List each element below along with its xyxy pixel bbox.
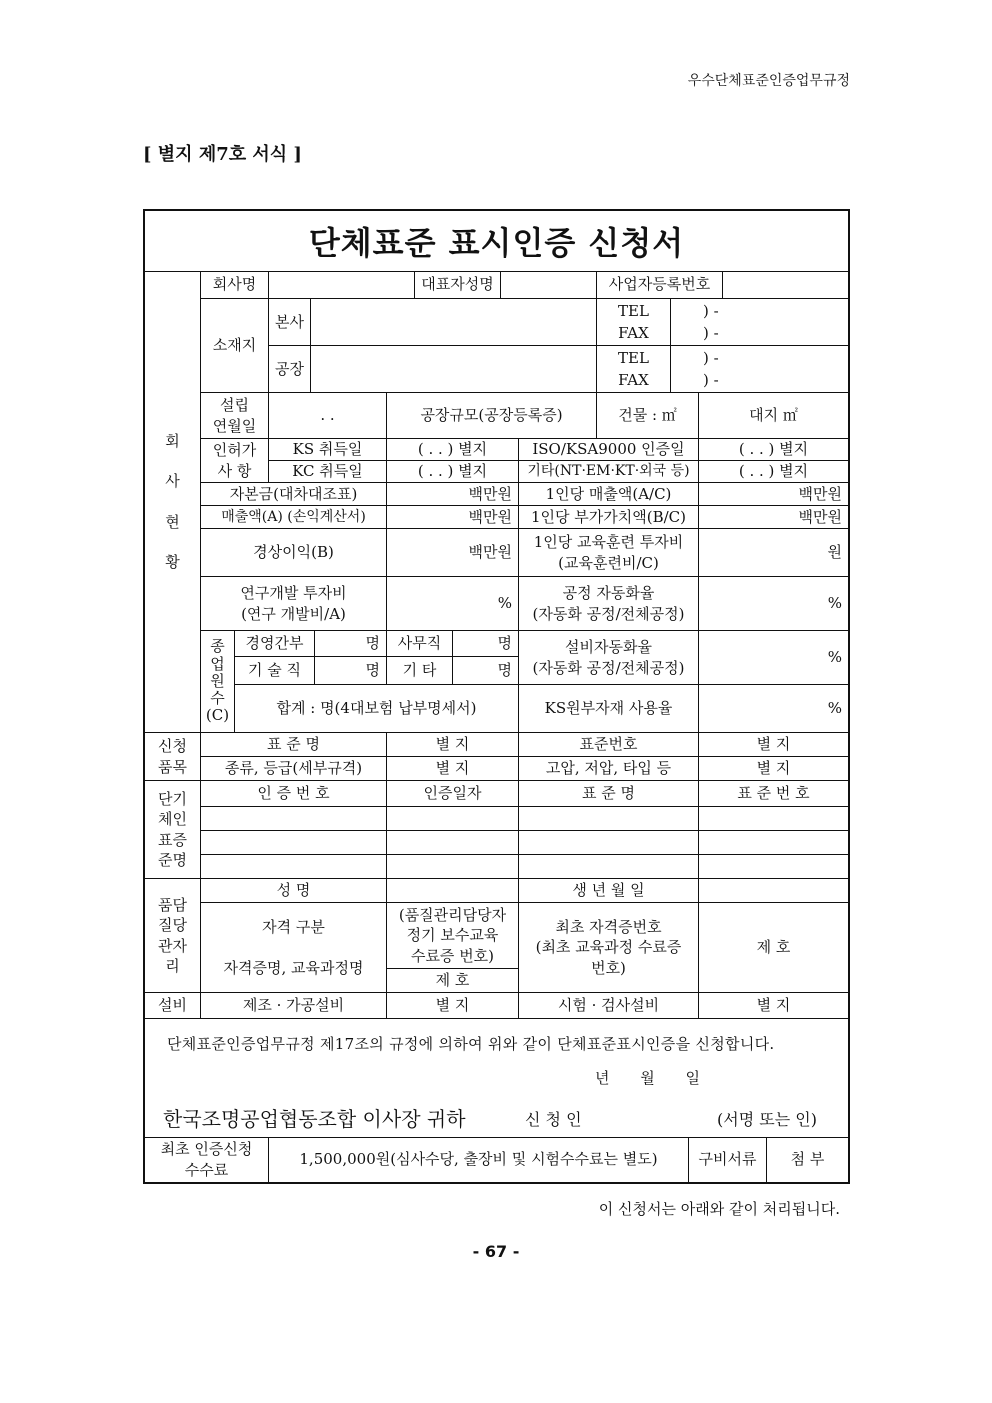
name-label: 성 명	[201, 879, 387, 903]
head-office-phone[interactable]	[671, 299, 848, 346]
business-reg-label: 사업자등록번호	[597, 271, 723, 299]
fax-label: FAX	[618, 324, 649, 342]
founded-date-field[interactable]: . .	[269, 393, 387, 439]
group-std-cell[interactable]	[201, 855, 387, 879]
other-cert-label: 기타(NT·EM·KT·외국 등)	[519, 461, 699, 483]
factory-address[interactable]	[311, 346, 597, 393]
recipient: 한국조명공업협동조합 이사장 귀하	[163, 1107, 466, 1131]
equipment-automation-label: 설비자동화율 (자동화 공정/전체공정)	[519, 631, 699, 685]
standard-no-label: 표준번호	[519, 733, 699, 757]
business-reg-field[interactable]	[723, 271, 848, 299]
group-std-cell[interactable]	[519, 831, 699, 855]
documents-label: 구비서류	[689, 1137, 767, 1182]
manufacturing-field[interactable]: 별 지	[387, 993, 519, 1019]
standard-name-field[interactable]: 별 지	[387, 733, 519, 757]
testing-label: 시험 · 검사설비	[519, 993, 699, 1019]
factory-scale-label: 공장규모(공장등록증)	[387, 393, 597, 439]
voltage-type-field[interactable]: 별 지	[699, 757, 848, 781]
group-std-cell[interactable]	[699, 855, 848, 879]
company-name-field[interactable]	[269, 271, 415, 299]
manufacturing-label: 제조 · 가공설비	[201, 993, 387, 1019]
declaration-text: 단체표준인증업무규정 제17조의 규정에 의하여 위와 같이 단체표준표시인증을 신청합니다.	[167, 1035, 775, 1053]
process-automation-field[interactable]: %	[699, 577, 848, 631]
application-date[interactable]: 년 월 일	[595, 1069, 701, 1087]
other-staff-label: 기 타	[387, 657, 453, 685]
applicant-label: 신 청 인	[525, 1110, 582, 1129]
management-label: 경영간부	[235, 631, 315, 657]
standard-name-label: 표 준 명	[201, 733, 387, 757]
processing-note: 이 신청서는 아래와 같이 처리됩니다.	[598, 1200, 840, 1218]
facility-label: 설비	[145, 993, 201, 1019]
head-office-telfax-label	[597, 299, 671, 346]
iso-date-field[interactable]: ( . . ) 별지	[699, 439, 848, 461]
sales-per-person-label: 1인당 매출액(A/C)	[519, 483, 699, 506]
page-number: - 67 -	[472, 1242, 520, 1261]
group-std-cell[interactable]	[201, 807, 387, 831]
representative-label: 대표자성명	[415, 271, 501, 299]
group-std-cell[interactable]	[201, 831, 387, 855]
rnd-field[interactable]: %	[387, 577, 519, 631]
founded-label: 설립 연월일	[201, 393, 269, 439]
qm-training-label: (품질관리담당자 정기 보수교육 수료증 번호)	[387, 903, 519, 969]
ks-material-field[interactable]: %	[699, 685, 848, 733]
capital-field[interactable]: 백만원	[387, 483, 519, 506]
employees-label: 종 업 원 수 (C)	[201, 631, 235, 733]
section-company-status: 회 사 현 황	[145, 271, 201, 733]
sales-field[interactable]: 백만원	[387, 506, 519, 529]
cert-date-header: 인증일자	[387, 781, 519, 807]
first-cert-no-label: 최초 자격증번호 (최초 교육과정 수료증 번호)	[519, 903, 699, 993]
technical-label: 기 술 직	[235, 657, 315, 685]
cert-no-header: 인 증 번 호	[201, 781, 387, 807]
application-form	[143, 209, 850, 1184]
fax-number: ) -	[703, 324, 719, 342]
capital-label: 자본금(대차대조표)	[201, 483, 387, 506]
testing-field[interactable]: 별 지	[699, 993, 848, 1019]
value-added-field[interactable]: 백만원	[699, 506, 848, 529]
grade-field[interactable]: 별 지	[387, 757, 519, 781]
form-number-label: [ 별지 제7호 서식 ]	[143, 144, 302, 165]
ks-date-field[interactable]: ( . . ) 별지	[387, 439, 519, 461]
value-added-label: 1인당 부가가치액(B/C)	[519, 506, 699, 529]
fax-label: FAX	[618, 371, 649, 389]
training-per-person-label: 1인당 교육훈련 투자비 (교육훈련비/C)	[519, 529, 699, 577]
birth-label: 생 년 월 일	[519, 879, 699, 903]
representative-field[interactable]	[501, 271, 597, 299]
kc-date-label: KC 취득일	[269, 461, 387, 483]
tel-number: ) -	[703, 349, 719, 367]
head-office-label: 본사	[269, 299, 311, 346]
tel-label: TEL	[618, 349, 649, 367]
declaration-block	[145, 1019, 848, 1138]
equipment-automation-field[interactable]: %	[699, 631, 848, 685]
tel-number: ) -	[703, 302, 719, 320]
qualification-label: 자격 구분 자격증명, 교육과정명	[201, 903, 387, 993]
office-count[interactable]: 명	[453, 631, 519, 657]
fee-label: 최초 인증신청 수수료	[145, 1137, 269, 1182]
voltage-type-label: 고압, 저압, 타입 등	[519, 757, 699, 781]
name-field[interactable]	[387, 879, 519, 903]
location-label: 소재지	[201, 299, 269, 393]
ks-material-label: KS원부자재 사용율	[519, 685, 699, 733]
head-office-address[interactable]	[311, 299, 597, 346]
land-area-field[interactable]: 대지 ㎡	[699, 393, 848, 439]
fax-number: ) -	[703, 371, 719, 389]
training-per-person-field[interactable]: 원	[699, 529, 848, 577]
std-no-header: 표 준 번 호	[699, 781, 848, 807]
ks-date-label: KS 취득일	[269, 439, 387, 461]
regulation-header: 우수단체표준인증업무규정	[687, 73, 850, 89]
group-std-cell[interactable]	[387, 831, 519, 855]
factory-label: 공장	[269, 346, 311, 393]
first-cert-no-field[interactable]: 제 호	[699, 903, 848, 993]
company-name-label: 회사명	[201, 271, 269, 299]
employee-total[interactable]: 합계 : 명(4대보험 납부명세서)	[235, 685, 519, 733]
rnd-label: 연구개발 투자비 (연구 개발비/A)	[201, 577, 387, 631]
operating-profit-field[interactable]: 백만원	[387, 529, 519, 577]
technical-count[interactable]: 명	[315, 657, 387, 685]
building-area-field[interactable]: 건물 : ㎡	[597, 393, 699, 439]
qm-training-number[interactable]: 제 호	[387, 969, 519, 993]
std-name-header: 표 준 명	[519, 781, 699, 807]
other-cert-field[interactable]: ( . . ) 별지	[699, 461, 848, 483]
factory-phone[interactable]	[671, 346, 848, 393]
fee-value: 1,500,000원(심사수당, 출장비 및 시험수수료는 별도)	[269, 1137, 689, 1182]
operating-profit-label: 경상이익(B)	[201, 529, 387, 577]
standard-no-field[interactable]: 별 지	[699, 733, 848, 757]
group-standard-label: 단기 체인 표증 준명	[145, 781, 201, 879]
apply-item-label: 신청 품목	[145, 733, 201, 781]
group-std-cell[interactable]	[519, 807, 699, 831]
sales-per-person-field[interactable]: 백만원	[699, 483, 848, 506]
attachment-field[interactable]: 첨 부	[790, 1150, 825, 1169]
other-staff-count[interactable]: 명	[453, 657, 519, 685]
kc-date-field[interactable]: ( . . ) 별지	[387, 461, 519, 483]
group-std-cell[interactable]	[699, 831, 848, 855]
group-std-cell[interactable]	[699, 807, 848, 831]
office-label: 사무직	[387, 631, 453, 657]
group-std-cell[interactable]	[519, 855, 699, 879]
process-automation-label: 공정 자동화율 (자동화 공정/전체공정)	[519, 577, 699, 631]
grade-label: 종류, 등급(세부규격)	[201, 757, 387, 781]
form-title: 단체표준 표시인증 신청서	[145, 211, 848, 272]
birth-field[interactable]	[699, 879, 848, 903]
iso-date-label: ISO/KSA9000 인증일	[519, 439, 699, 461]
factory-telfax-label	[597, 346, 671, 393]
sales-label: 매출액(A) (손익계산서)	[201, 506, 387, 529]
signature-field[interactable]: (서명 또는 인)	[717, 1110, 817, 1129]
group-std-cell[interactable]	[387, 807, 519, 831]
certification-label: 인허가 사 항	[201, 439, 269, 483]
qm-staff-label: 품담 질당 관자 리	[145, 879, 201, 993]
tel-label: TEL	[618, 302, 649, 320]
management-count[interactable]: 명	[315, 631, 387, 657]
group-std-cell[interactable]	[387, 855, 519, 879]
